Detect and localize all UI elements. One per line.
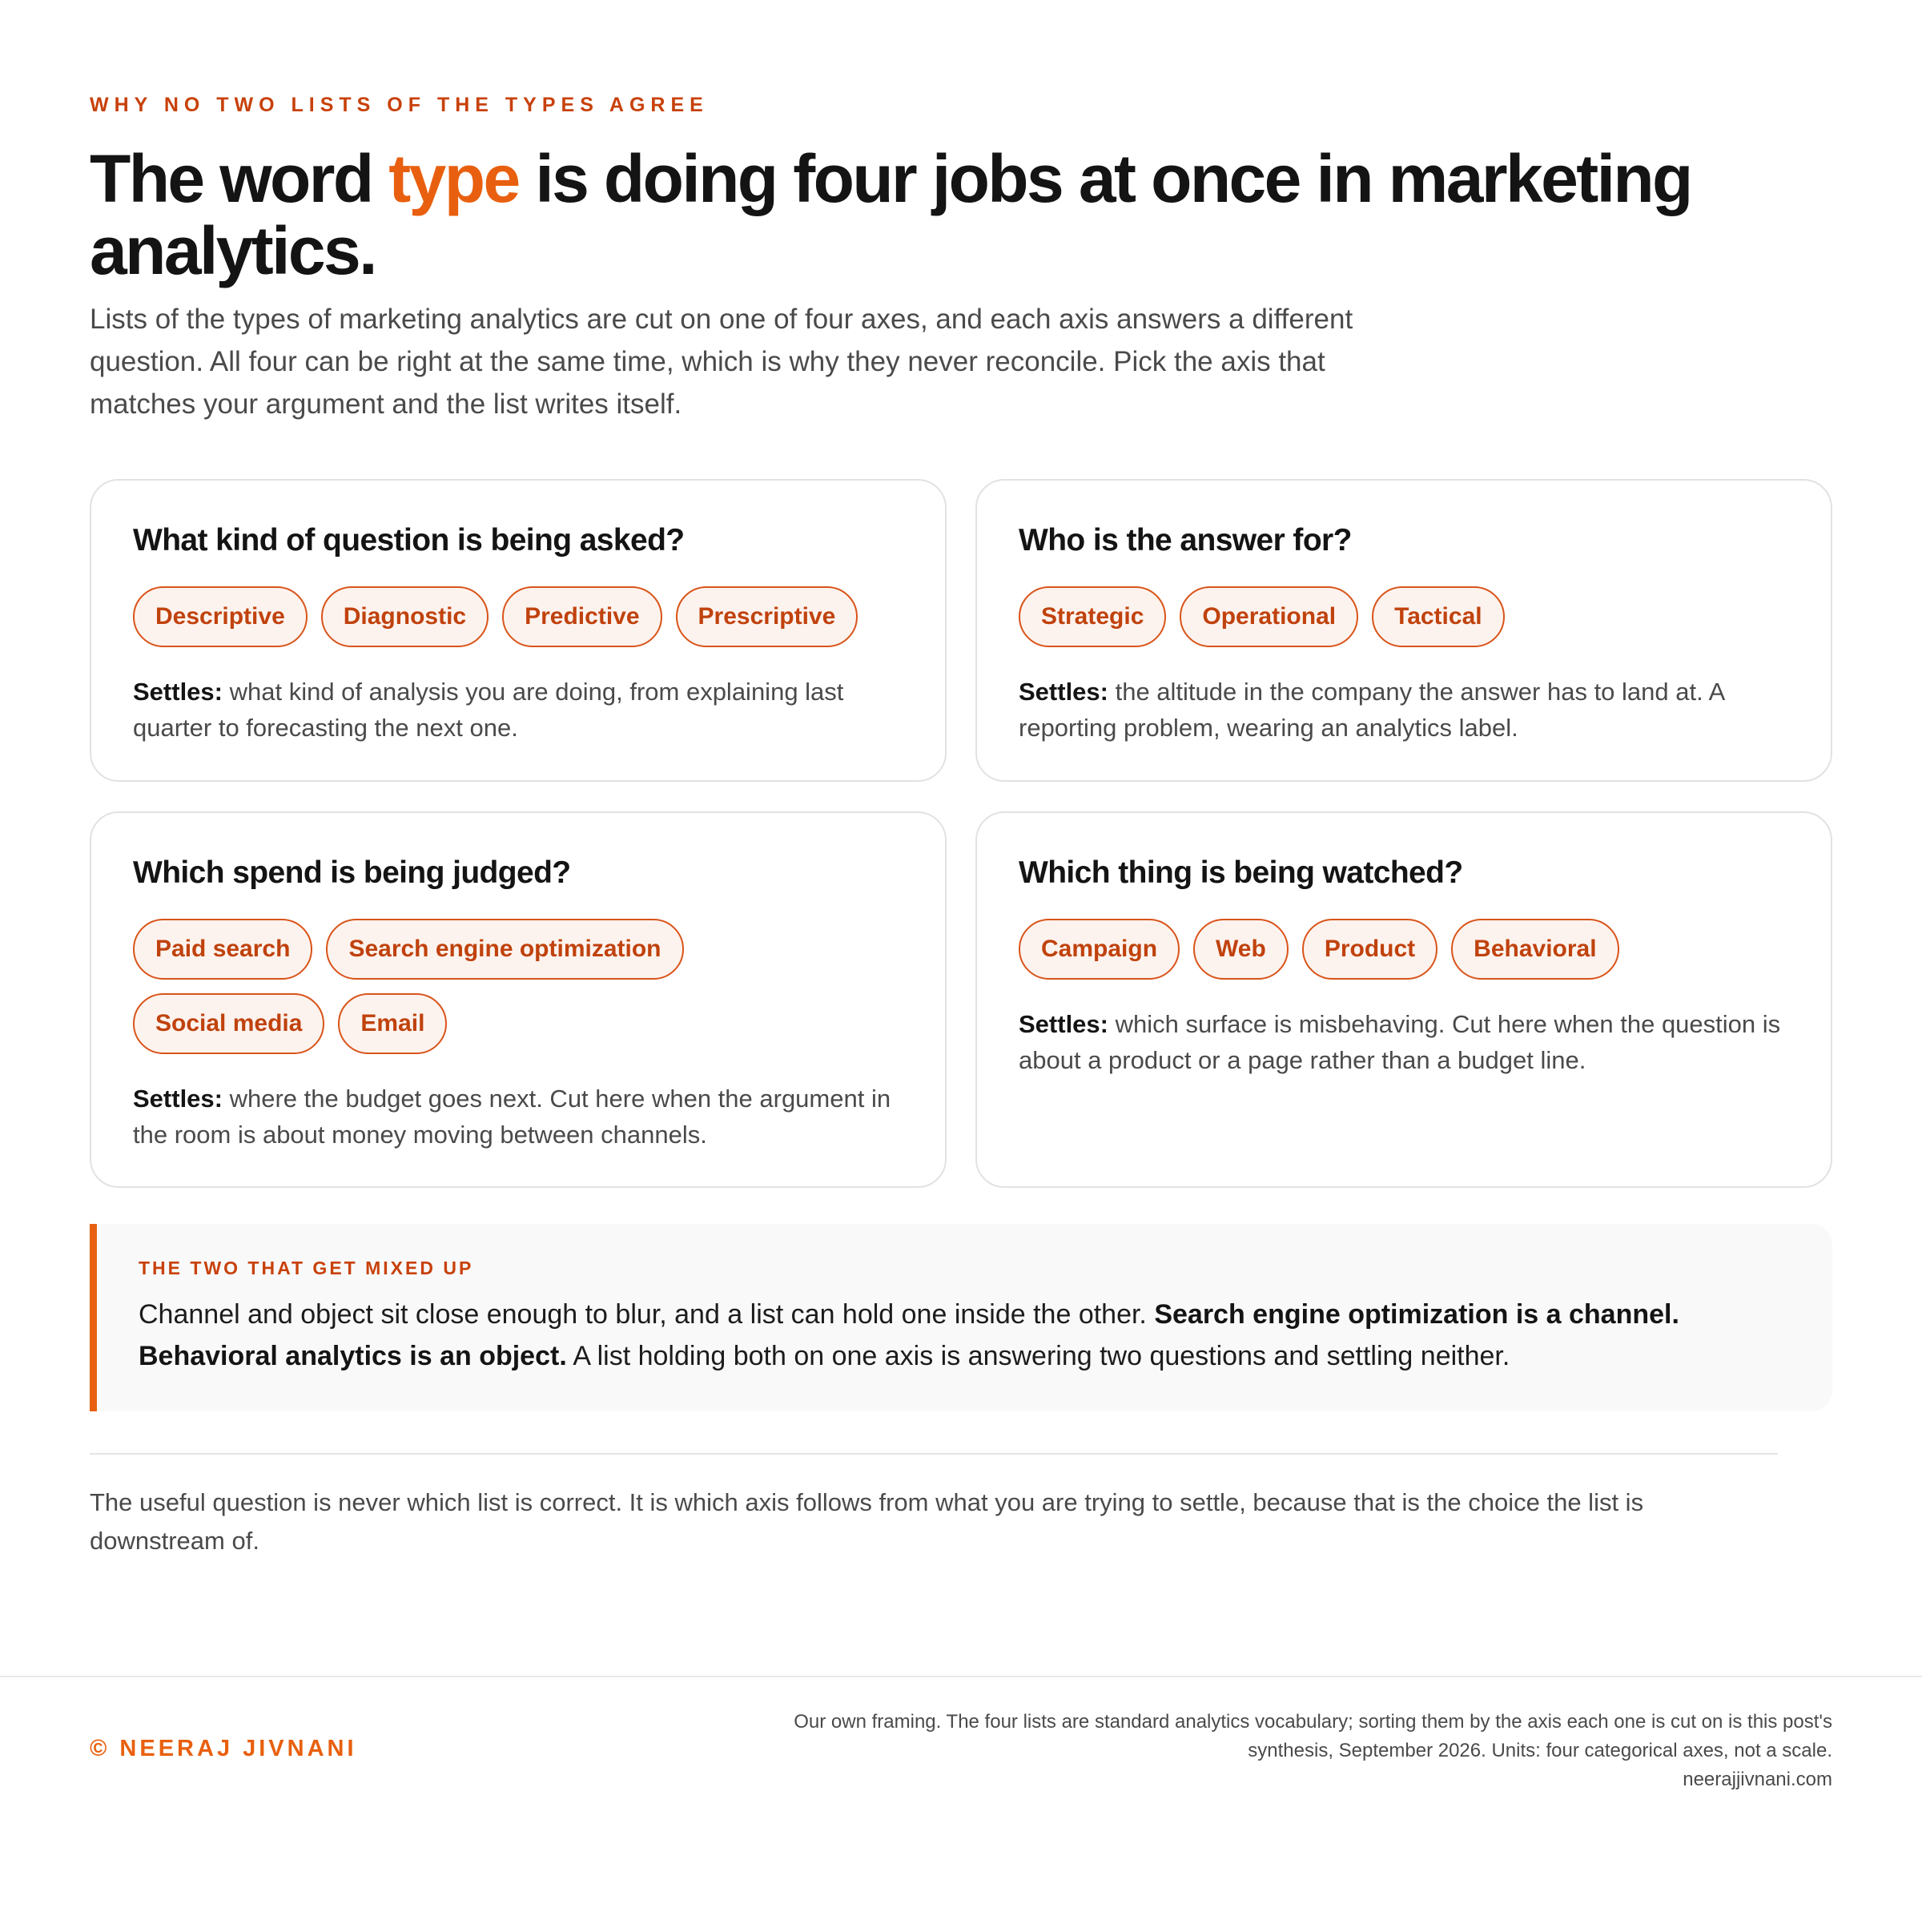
divider: [90, 1453, 1778, 1455]
chip: Operational: [1180, 586, 1358, 647]
card-title: Who is the answer for?: [1019, 523, 1352, 557]
settles-body: what kind of analysis you are doing, from explaining last quarter to forecasting the next one.: [133, 678, 844, 742]
chip: Predictive: [502, 586, 661, 647]
chip: Email: [338, 993, 447, 1054]
chip: Strategic: [1019, 586, 1166, 647]
settles-text: [1019, 1006, 1789, 1078]
footnote: [711, 1708, 1832, 1794]
settles-text: [133, 674, 903, 746]
settles-label: Settles:: [133, 1085, 223, 1113]
chip: Web: [1193, 919, 1289, 980]
axis-card-audience: [975, 479, 1832, 782]
axis-card-object: [975, 811, 1832, 1188]
chip: Search engine optimization: [326, 919, 683, 980]
headline: [90, 143, 1771, 287]
chip: Diagnostic: [321, 586, 489, 647]
eyebrow: WHY NO TWO LISTS OF THE TYPES AGREE: [90, 94, 709, 116]
settles-body: the altitude in the company the answer has to land at. A reporting problem, wearing an analytics label.: [1019, 678, 1724, 742]
axis-card-question-kind: [90, 479, 947, 782]
settles-text: [133, 1081, 903, 1153]
chip: Product: [1302, 919, 1437, 980]
chip-group: [1019, 586, 1789, 647]
callout-label: THE TWO THAT GET MIXED UP: [139, 1258, 474, 1278]
chip-group: [1019, 919, 1789, 980]
footer-divider: [0, 1676, 1922, 1677]
settles-label: Settles:: [1019, 1010, 1108, 1038]
chip: Campaign: [1019, 919, 1180, 980]
callout-text-1: Channel and object sit close enough to blur, and a list can hold one inside the other.: [139, 1299, 1155, 1330]
chip-group: [133, 586, 903, 647]
settles-text: [1019, 674, 1789, 746]
callout-text: [139, 1294, 1820, 1377]
settles-label: Settles:: [133, 678, 223, 706]
chip: Descriptive: [133, 586, 308, 647]
card-title: What kind of question is being asked?: [133, 523, 685, 557]
footnote-text: Our own framing. The four lists are standard analytics vocabulary; sorting them by the axis each one is cut on is this post's synthesis, September 2026. Units: four categorical axes, not a scale.: [794, 1711, 1832, 1761]
closing-text: The useful question is never which list is correct. It is which axis follows from what you are trying to settle, because that is the choice the list is downstream of.: [90, 1488, 1644, 1555]
site-link[interactable]: neerajjivnani.com: [1683, 1769, 1832, 1790]
headline-after: is doing four jobs at once in marketing analytics.: [90, 141, 1691, 288]
card-title: Which thing is being watched?: [1019, 855, 1463, 890]
callout-text-2: A list holding both on one axis is answering two questions and settling neither.: [566, 1341, 1510, 1371]
card-title: Which spend is being judged?: [133, 855, 571, 890]
chip: Social media: [133, 993, 324, 1054]
chip: Prescriptive: [676, 586, 858, 647]
chip: Paid search: [133, 919, 312, 980]
chip-group: [133, 919, 886, 1054]
settles-body: where the budget goes next. Cut here when the argument in the room is about money moving between channels.: [133, 1085, 891, 1149]
brand-credit: © NEERAJ JIVNANI: [90, 1736, 357, 1761]
headline-accent: type: [388, 141, 519, 216]
lede: Lists of the types of marketing analytics are cut on one of four axes, and each axis answers a different question. All four can be right at the same time, which is why they never reconcile. Pick the axis that matches your argument and the list writes itself.: [90, 304, 1353, 420]
chip: Behavioral: [1451, 919, 1618, 980]
chip: Tactical: [1372, 586, 1505, 647]
headline-before: The word: [90, 141, 389, 216]
settles-body: which surface is misbehaving. Cut here when the question is about a product or a page rather than a budget line.: [1019, 1010, 1781, 1074]
mixed-up-callout: [90, 1224, 1832, 1411]
callout-bold: Search engine optimization is a channel. Behavioral analytics is an object.: [139, 1299, 1679, 1371]
axis-card-spend: [90, 811, 947, 1188]
settles-label: Settles:: [1019, 678, 1108, 706]
